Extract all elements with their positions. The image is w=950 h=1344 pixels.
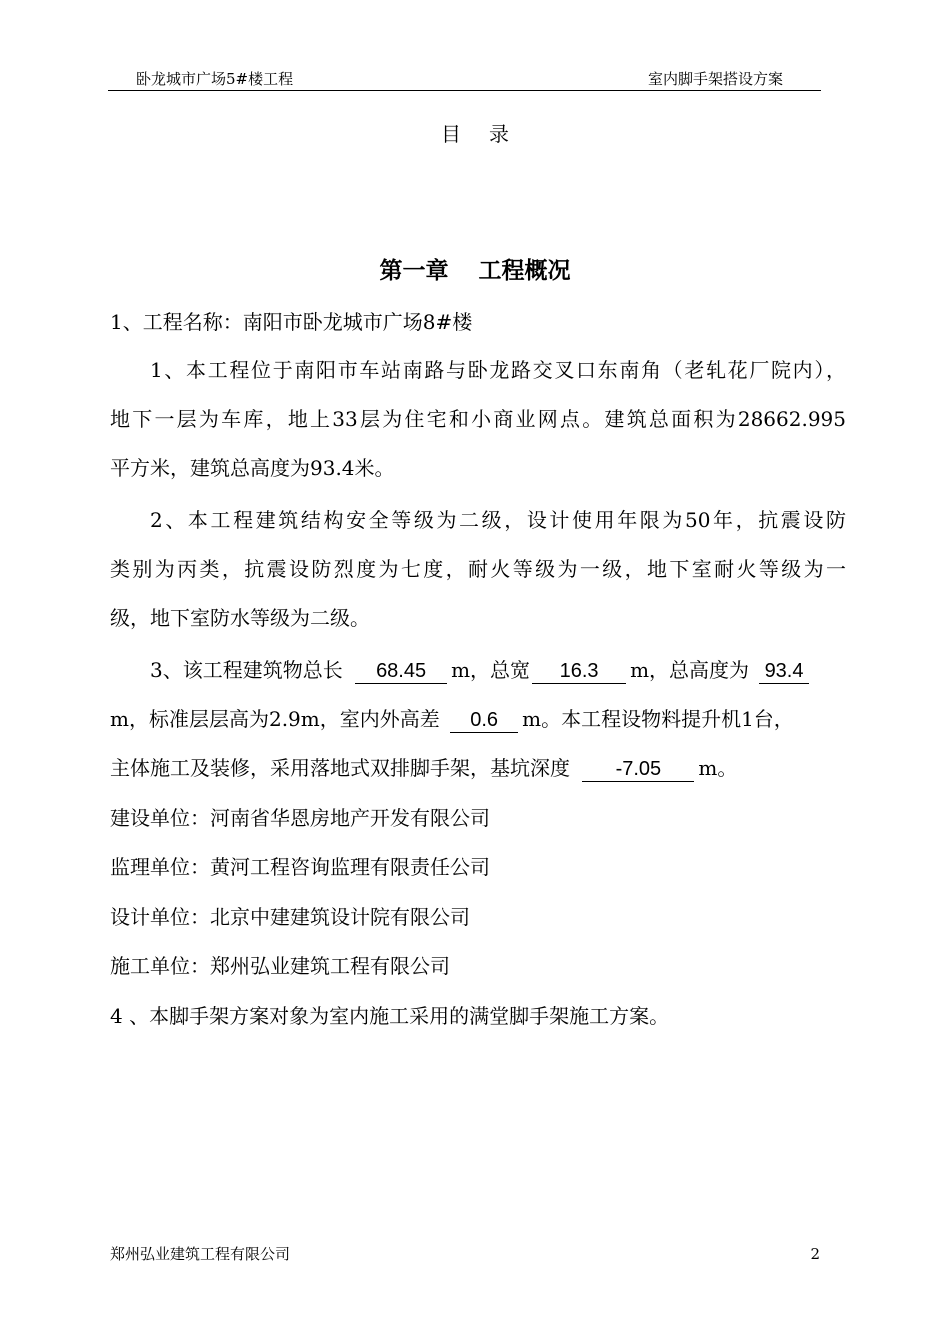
page-number: 2	[810, 1245, 820, 1263]
para3-line1	[150, 656, 809, 684]
height-value: 93.4	[759, 659, 809, 684]
para3-line2	[110, 705, 794, 733]
toc-title: 目录	[441, 122, 537, 146]
header-document-title: 室内脚手架搭设方案	[647, 70, 783, 88]
para1-line3: 平方米，建筑总高度为93.4米。	[110, 456, 395, 480]
supervision-unit-line: 监理单位：黄河工程咨询监理有限责任公司	[110, 855, 490, 879]
elevation-difference-value: 0.6	[450, 708, 518, 733]
para2-line2: 类别为丙类，抗震设防烈度为七度，耐火等级为一级，地下室耐火等级为一	[110, 557, 846, 581]
para3-text-5: m。本工程设物料提升机1台，	[522, 707, 794, 731]
chapter-heading	[0, 252, 950, 285]
construction-unit-line: 施工单位：郑州弘业建筑工程有限公司	[110, 954, 450, 978]
para3-text-2: m，总宽	[451, 658, 531, 682]
page-header	[108, 70, 821, 91]
para3-text-3: m，总高度为	[630, 658, 750, 682]
para3-text-4: m，标准层层高为2.9m，室内外高差	[110, 707, 440, 731]
para3-text-1: 3、该工程建筑物总长	[150, 658, 343, 682]
para3-text-6: 主体施工及装修，采用落地式双排脚手架，基坑深度	[110, 756, 570, 780]
item4-line: 4 、本脚手架方案对象为室内施工采用的满堂脚手架施工方案。	[110, 1004, 670, 1028]
chapter-title: 工程概况	[478, 258, 571, 284]
project-name-line: 1、工程名称：南阳市卧龙城市广场8#楼	[110, 310, 473, 334]
width-value: 16.3	[532, 659, 626, 684]
para2-line3: 级，地下室防水等级为二级。	[110, 606, 370, 630]
footer-company: 郑州弘业建筑工程有限公司	[110, 1245, 291, 1263]
para3-line3	[110, 754, 737, 782]
para2-line1: 2、本工程建筑结构安全等级为二级，设计使用年限为50年，抗震设防	[150, 508, 846, 532]
pit-depth-value: -7.05	[582, 757, 694, 782]
chapter-number: 第一章	[379, 258, 449, 284]
owner-unit-line: 建设单位：河南省华恩房地产开发有限公司	[110, 806, 490, 830]
length-value: 68.45	[355, 659, 447, 684]
header-project-name: 卧龙城市广场5#楼工程	[136, 70, 294, 88]
para1-line2: 地下一层为车库，地上33层为住宅和小商业网点。建筑总面积为28662.995	[110, 407, 846, 431]
design-unit-line: 设计单位：北京中建建筑设计院有限公司	[110, 905, 470, 929]
para3-text-7: m。	[698, 756, 738, 780]
para1-line1: 1、本工程位于南阳市车站南路与卧龙路交叉口东南角（老轧花厂院内），	[150, 358, 846, 382]
page-footer	[110, 1245, 820, 1263]
